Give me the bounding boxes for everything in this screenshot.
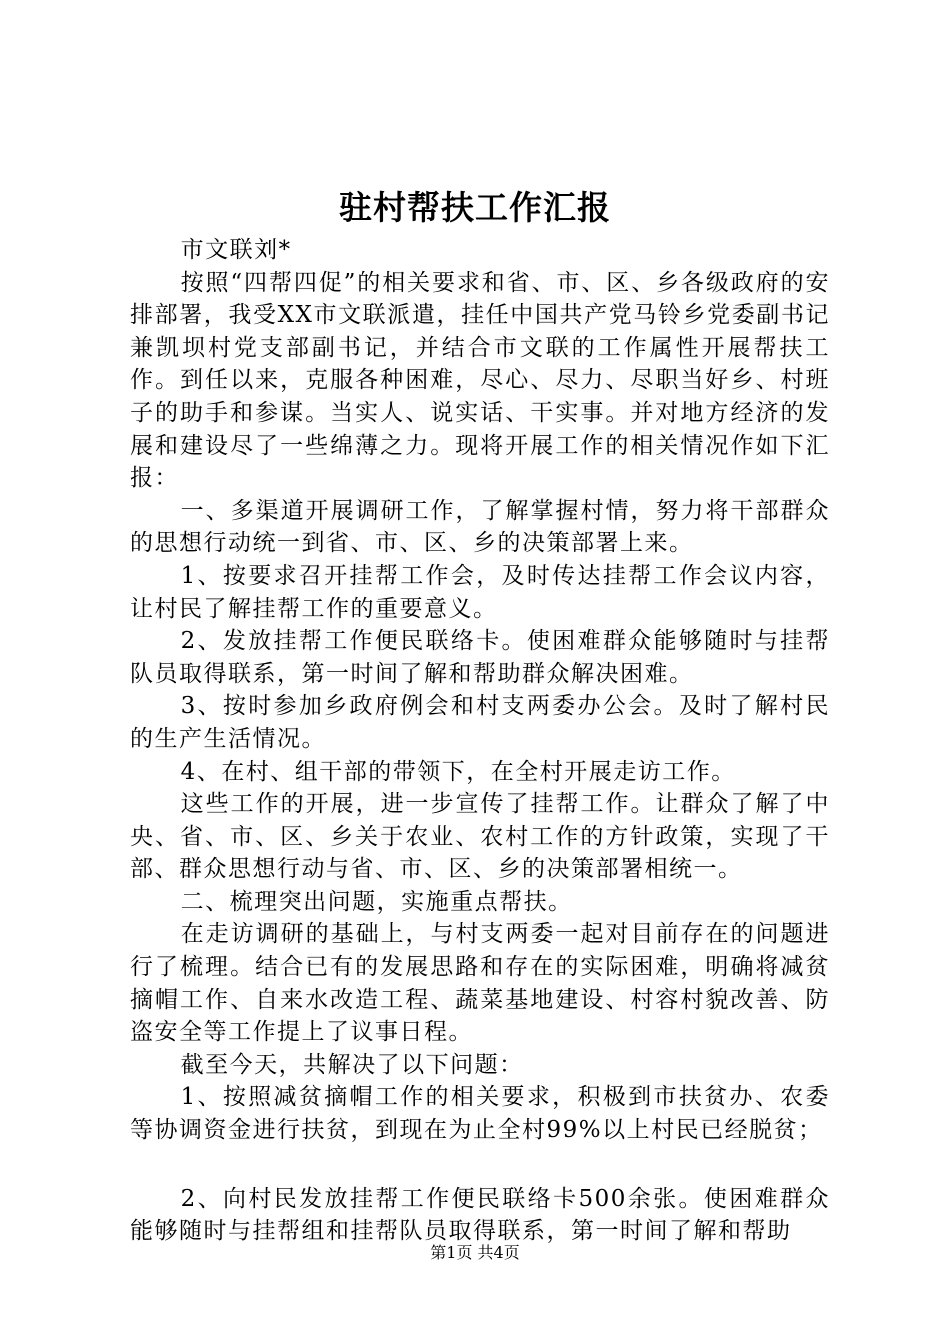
author-line: 市文联刘* xyxy=(180,237,292,263)
page-footer: 第1页 共4页 xyxy=(430,1243,520,1262)
document-title: 驻村帮扶工作汇报 xyxy=(339,188,611,227)
section-heading-one: 一、多渠道开展调研工作，了解掌握村情，努力将干部群众的思想行动统一到省、市、区、乡的决策部署上来。 xyxy=(130,497,830,557)
section-heading-two: 二、梳理突出问题，实施重点帮扶。 xyxy=(180,888,573,915)
list-item: 2、发放挂帮工作便民联络卡。使困难群众能够随时与挂帮队员取得联系，第一时间了解和帮助群众解决困难。 xyxy=(130,628,830,687)
body-paragraph: 截至今天，共解决了以下问题： xyxy=(180,1051,524,1078)
list-item: 1、按要求召开挂帮工作会，及时传达挂帮工作会议内容，让村民了解挂帮工作的重要意义。 xyxy=(130,562,830,622)
summary-paragraph: 这些工作的开展，进一步宣传了挂帮工作。让群众了解了中央、省、市、区、乡关于农业、农村工作的方针政策，实现了干部、群众思想行动与省、市、区、乡的决策部署相统一。 xyxy=(130,791,830,883)
list-item: 2、向村民发放挂帮工作便民联络卡500余张。使困难群众能够随时与挂帮组和挂帮队员取得联系，第一时间了解和帮助 xyxy=(130,1185,830,1245)
body-paragraph: 在走访调研的基础上，与村支两委一起对目前存在的问题进行了梳理。结合已有的发展思路和存在的实际困难，明确将减贫摘帽工作、自来水改造工程、蔬菜基地建设、村容村貌改善、防盗安全等工作提上了议事日程。 xyxy=(130,921,830,1046)
list-item: 4、在村、组干部的带领下，在全村开展走访工作。 xyxy=(180,758,736,785)
list-item: 3、按时参加乡政府例会和村支两委办公会。及时了解村民的生产生活情况。 xyxy=(130,693,830,752)
document-body xyxy=(130,234,830,1248)
intro-paragraph: 按照“四帮四促”的相关要求和省、市、区、乡各级政府的安排部署，我受XX市文联派遣，挂任中国共产党马铃乡党委副书记兼凯坝村党支部副书记，并结合市文联的工作属性开展帮扶工作。到任以来，克服各种困难，尽心、尽力、尽职当好乡、村班子的助手和参谋。当实人、说实话、干实事。并对地方经济的发展和建设尽了一些绵薄之力。现将开展工作的相关情况作如下汇报： xyxy=(130,269,830,492)
list-item: 1、按照减贫摘帽工作的相关要求，积极到市扶贫办、农委等协调资金进行扶贫，到现在为止全村99%以上村民已经脱贫； xyxy=(130,1084,830,1144)
